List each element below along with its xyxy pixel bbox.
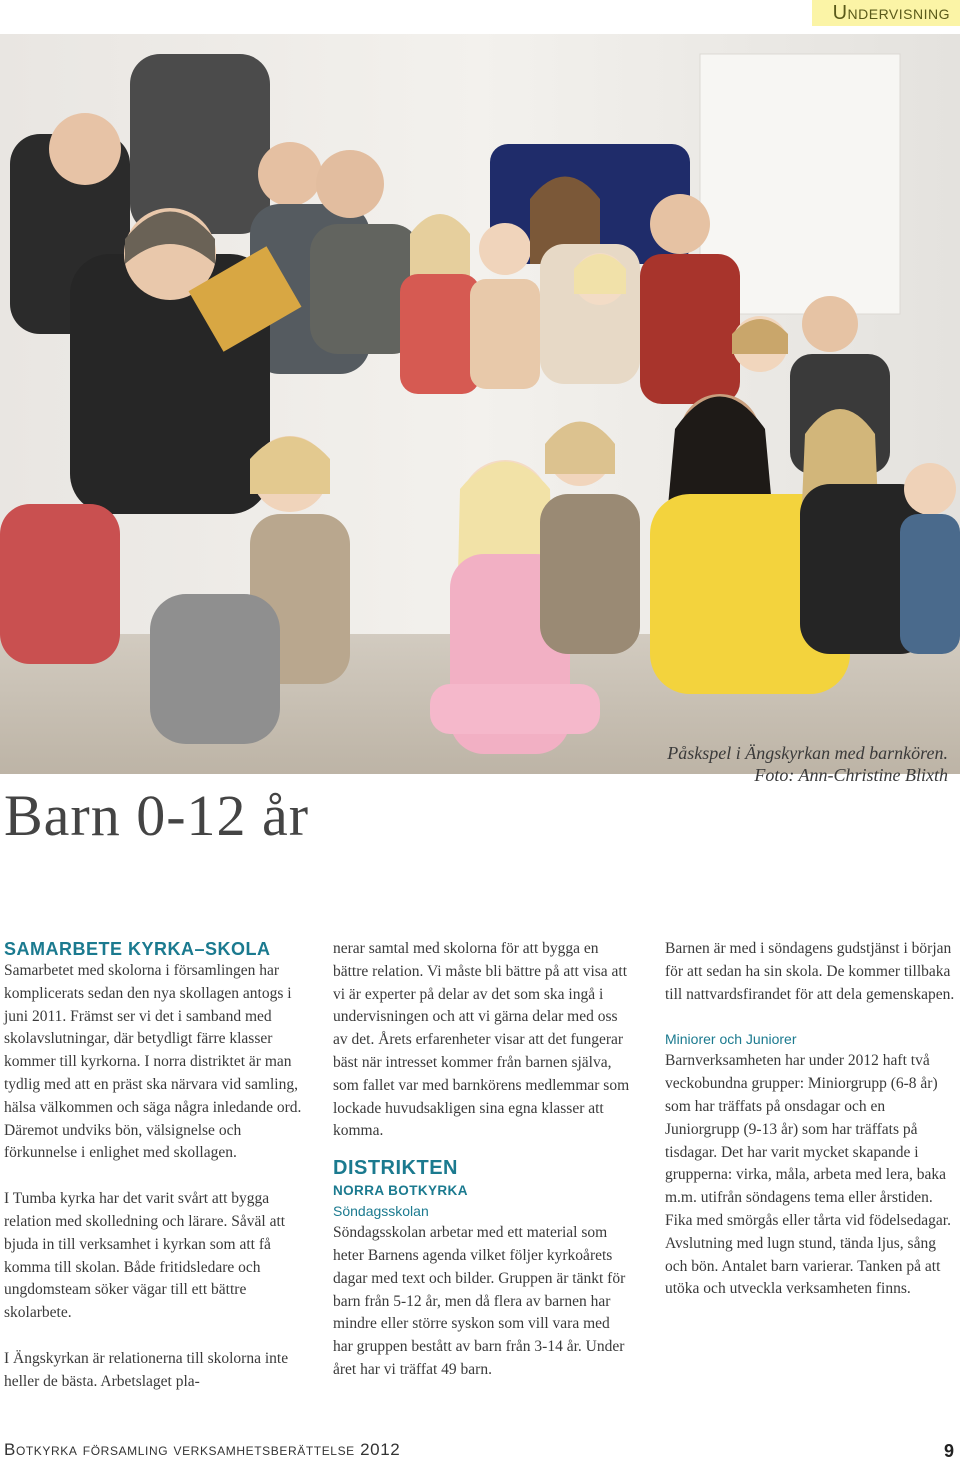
column-3 bbox=[665, 938, 955, 1301]
page-title: Barn 0-12 år bbox=[4, 783, 310, 848]
paragraph: Barnen är med i söndagens gudstjänst i början för att sedan ha sin skola. De kommer tillbaka till nattvardsfirandet för att dela gemenskapen. bbox=[665, 940, 955, 1003]
paragraph: I Tumba kyrka har det varit svårt att bygga relation med skolledning och lärare. Såväl att bjuda in till verksamhet i kyrkan som att få komma till skolan. Både fritidsledare och ungdomsteam söker vägar till ett bättre skolarbete. bbox=[4, 1190, 286, 1322]
paragraph: Barnverksamheten har under 2012 haft två veckobundna grupper: Miniorgrupp (6-8 år) som har träffats på onsdagar och en Juniorgrupp (9-13 år) som har träffats på tisdagar. Det har varit mycket skapande i grupperna: virka, måla, arbeta med lera, baka m.m. utifrån söndagens tema eller årstiden. Fika med smörgås eller tårta vid födelsedagar. Avslutning med lugn stund, tända ljus, sång och bön. Antalet barn varierar. Tanken på att utöka och utveckla verksamheten finns. bbox=[665, 1052, 951, 1298]
subheading-norra-botkyrka: NORRA BOTKYRKA bbox=[333, 1183, 468, 1199]
group-photo bbox=[0, 34, 960, 774]
heading-distrikten: DISTRIKTEN bbox=[333, 1157, 458, 1180]
paragraph: I Ängskyrkan är relationerna till skolorna inte heller de bästa. Arbetslaget pla- bbox=[4, 1349, 289, 1390]
column-2 bbox=[333, 938, 633, 1382]
caption-line-2: Foto: Ann-Christine Blixth bbox=[754, 765, 948, 785]
footer-text: Botkyrka församling verksamhetsberättelse 2012 bbox=[4, 1440, 401, 1459]
paragraph: nerar samtal med skolorna för att bygga en bättre relation. Vi måste bli bättre på att visa att vi är experter på delar av det som ska ingå i undervisningen och att vi gärna delar med oss av det. Årets erfarenheter visar att det fungerar bäst när intresset kommer från barnen själva, som fallet var med barnkörens medlemmar som lockade huvudsakligen sina egna klasser att komma. bbox=[333, 940, 630, 1140]
paragraph: Söndagsskolan arbetar med ett material som heter Barnens agenda vilket följer kyrkoårets dagar med text och bilder. Gruppen är tänkt för barn från 5-12 år, men då flera av barnen har mindre eller större syskon som vill vara med har gruppen bestått av barn från 3-14 år. Under året har vi träffat 49 barn. bbox=[333, 1224, 626, 1378]
column-1 bbox=[4, 938, 302, 1394]
heading-miniorer-juniorer: Miniorer och Juniorer bbox=[665, 1031, 797, 1048]
photo-illustration bbox=[0, 34, 960, 774]
heading-sondagsskolan: Söndagsskolan bbox=[333, 1203, 429, 1220]
caption-line-1: Påskspel i Ängskyrkan med barnkören. bbox=[667, 743, 948, 763]
photo-caption bbox=[667, 742, 948, 786]
page-number: 9 bbox=[943, 1441, 954, 1461]
heading-samarbete: SAMARBETE KYRKA–SKOLA bbox=[4, 939, 271, 959]
paragraph: Samarbetet med skolorna i församlingen har komplicerats sedan den nya skollagen antogs i juni 2011. Främst ser vi det i samband med skolavslutningar, där betydligt färre klasser kommer till kyrkorna. I norra distriktet är man tydlig med att en präst ska närvara vid samling, hälsa välkommen och säga några inledande ord. Däremot undviks bön, välsignelse och förkunnelse i enlighet med skollagen. bbox=[4, 962, 302, 1162]
section-tag: Undervisning bbox=[812, 0, 960, 26]
